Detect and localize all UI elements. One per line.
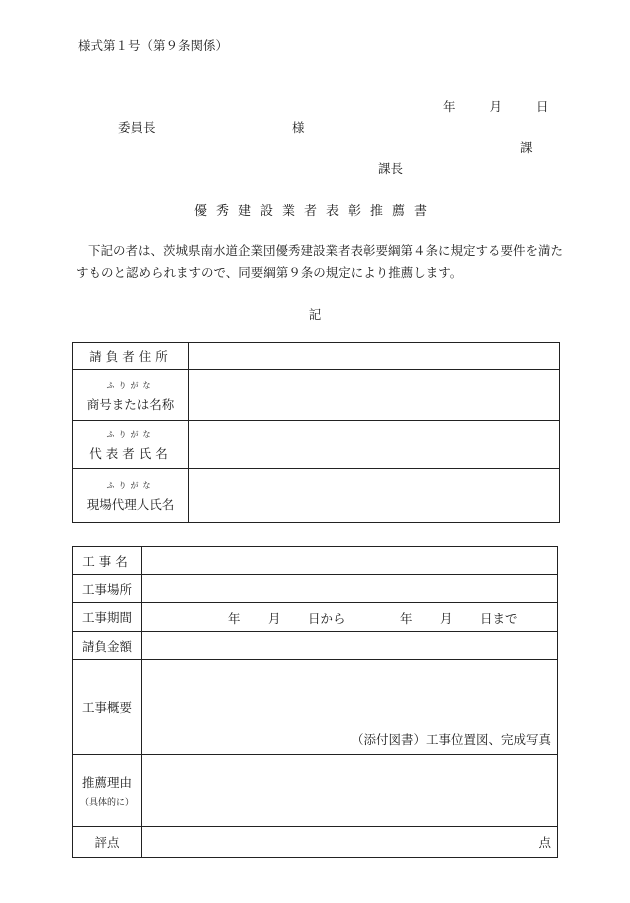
score-unit: 点	[538, 835, 551, 850]
score-label: 評点	[73, 827, 142, 858]
company-field[interactable]	[189, 370, 560, 421]
attachments-note: （添付図書）工事位置図、完成写真	[350, 732, 551, 747]
form-code: 様式第１号（第９条関係）	[78, 38, 229, 53]
body-text: 下記の者は、茨城県南水道企業団優秀建設業者表彰要綱第４条に規定する要件を満たすものと認められますので、同要綱第９条の規定により推薦します。	[76, 243, 564, 280]
furigana-label: ふりがな	[106, 380, 155, 390]
period-year-2: 年	[400, 611, 413, 626]
company-label-cell	[73, 370, 189, 421]
period-month-2: 月	[440, 611, 453, 626]
score-field[interactable]	[142, 827, 558, 858]
date-line	[443, 97, 548, 115]
ki-heading: 記	[308, 307, 322, 322]
manager: 課長	[378, 161, 404, 176]
period-day-until: 日まで	[480, 611, 518, 626]
company-label: 商号または名称	[86, 396, 175, 412]
address-label: 請負者住所	[73, 343, 189, 370]
date-year: 年	[443, 99, 456, 114]
date-day: 日	[535, 99, 549, 114]
reason-label-cell	[73, 755, 142, 827]
period-month-1: 月	[268, 611, 281, 626]
reason-field[interactable]	[142, 755, 558, 827]
site-agent-field[interactable]	[189, 469, 560, 523]
address-field[interactable]	[189, 343, 560, 370]
document-title: 優秀建設業者表彰推薦書	[193, 204, 436, 219]
work-period-field[interactable]	[142, 603, 558, 632]
contract-amount-field[interactable]	[142, 632, 558, 660]
representative-label-cell	[73, 421, 189, 469]
work-name-label: 工事名	[73, 547, 142, 575]
addressee: 委員長	[118, 120, 156, 135]
representative-label: 代表者氏名	[89, 446, 172, 461]
furigana-label: ふりがな	[106, 430, 155, 439]
work-period-label: 工事期間	[73, 603, 142, 632]
department: 課	[520, 140, 533, 155]
representative-field[interactable]	[189, 421, 560, 469]
work-name-field[interactable]	[142, 547, 558, 575]
site-agent-label-cell	[73, 469, 189, 523]
period-year-1: 年	[228, 611, 241, 626]
contractor-table	[72, 342, 560, 523]
work-table	[72, 546, 558, 858]
honorific: 様	[292, 120, 305, 135]
work-site-label: 工事場所	[73, 575, 142, 603]
work-site-field[interactable]	[142, 575, 558, 603]
furigana-label: ふりがな	[106, 481, 155, 490]
reason-label: 推薦理由	[81, 775, 132, 790]
work-summary-field[interactable]	[142, 660, 558, 755]
contract-amount-label: 請負金額	[73, 632, 142, 660]
date-month: 月	[489, 99, 502, 114]
site-agent-label: 現場代理人氏名	[86, 497, 175, 512]
work-summary-label: 工事概要	[73, 660, 142, 755]
period-day-from: 日から	[308, 611, 346, 626]
reason-note: （具体的に）	[79, 798, 134, 808]
